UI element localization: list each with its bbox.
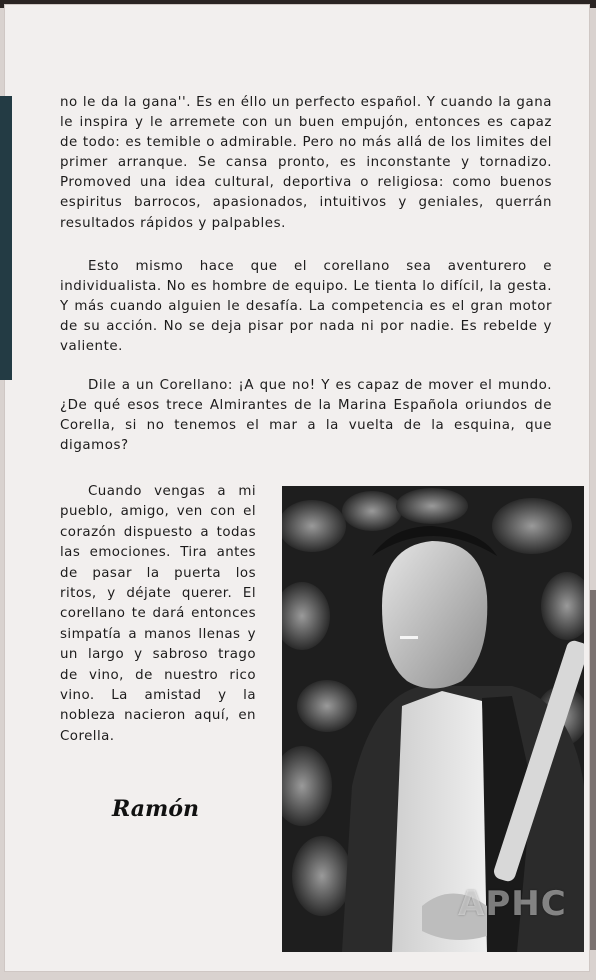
side-paragraph: Cuando vengas a mi pueblo, amigo, ven con el corazón dispuesto a todas las emociones. Tira antes de pasar la puerta los ritos, y déjate querer. El corellano te dará entonces simpatía a manos llenas y un largo y sabroso trago de vino, de nuestro rico vino. La amistad y la nobleza nacieron aquí, en Corella. (60, 484, 256, 744)
paragraph-2: Esto mismo hace que el corellano sea aventurero e individualista. No es hombre de equipo. Le tienta lo difícil, la gesta. Y más cuando alguien le desafía. La competencia es el gran motor de su acción. No se deja pisar por nada ni por nadie. Es rebelde y valiente. (60, 259, 552, 355)
archive-watermark: APHC (458, 884, 567, 924)
paragraph-1: no le da la gana''. Es en éllo un perfecto español. Y cuando la gana le inspira y le arremete con un buen empujón, entonces es capaz de todo: es temible o admirable. Pero no más allá de los limites del primer arranque. Se cansa pronto, es inconstante y tornadizo. Promoved una idea cultural, deportiva o religiosa: como buenos espiritus barrocos, apasionados, intuitivos y geniales, querrán resultados rápidos y palpables. (60, 95, 552, 231)
scan-left-edge (0, 96, 12, 380)
portrait-photo (282, 486, 584, 952)
author-signature: Ramón (112, 796, 199, 822)
paragraph-3: Dile a un Corellano: ¡A que no! Y es capaz de mover el mundo. ¿De qué esos trece Almirantes de la Marina Española oriundos de Corella, si no tenemos el mar a la vuelta de la esquina, que digamos? (60, 378, 552, 454)
scan-right-edge (590, 590, 596, 950)
